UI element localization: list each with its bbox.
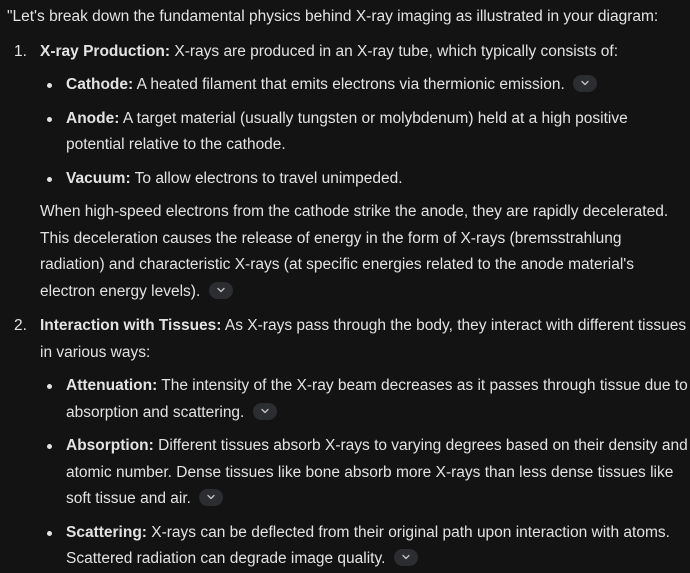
bullet-text: A heated filament that emits electrons via thermionic emission. [133, 76, 565, 93]
list-number: 2. [14, 317, 27, 334]
bullet-dot [47, 384, 52, 389]
numbered-list [7, 39, 690, 573]
bullet-title: Anode: [66, 109, 120, 127]
bullet-attenuation [40, 373, 690, 426]
bullet-text: Different tissues absorb X-rays to varying degrees based on their density and atomic number. Dense tissues like bone absorb more X-rays than less dense tissues like soft tissue and air. [66, 437, 688, 507]
bullet-scattering [40, 520, 690, 573]
bullet-text: A target material (usually tungsten or molybdenum) held at a high positive potential relative to the cathode. [66, 109, 628, 153]
bullet-dot [47, 177, 52, 182]
bullet-text: X-rays can be deflected from their original path upon interaction with atoms. Scattered radiation can degrade image quality. [66, 523, 670, 567]
bullet-cathode [40, 72, 690, 99]
source-chip[interactable] [209, 282, 233, 299]
bullet-title: Scattering: [66, 523, 147, 541]
list-item-xray-production [7, 39, 690, 306]
item-text: X-rays are produced in an X-ray tube, which typically consists of: [170, 42, 619, 60]
chevron-down-icon [261, 408, 269, 414]
source-chip[interactable] [394, 549, 418, 566]
bullet-title: Cathode: [66, 76, 134, 93]
explanation-paragraph [40, 199, 690, 305]
bullet-vacuum [40, 166, 690, 193]
bullet-title: Vacuum: [66, 169, 131, 187]
chevron-down-icon [402, 554, 410, 560]
bullet-dot [47, 117, 52, 122]
bullet-dot [47, 531, 52, 536]
item-text: As X-rays pass through the body, they interact with different tissues in various ways: [40, 317, 687, 361]
list-item-interaction-with-tissues [7, 313, 690, 573]
bullet-dot [47, 444, 52, 449]
bullet-text: The intensity of the X-ray beam decreases as it passes through tissue due to absorption and scattering. [66, 377, 688, 421]
bullet-list [40, 373, 690, 573]
chevron-down-icon [207, 494, 215, 500]
bullet-absorption [40, 433, 690, 513]
paragraph-text: When high-speed electrons from the cathode strike the anode, they are rapidly decelerated. This deceleration causes the release of energy in the form of X-rays (bremsstrahlung radiation) and characteristic X-rays (at specific energies related to the anode material's electron energy levels). [40, 203, 669, 300]
bullet-anode [40, 106, 690, 159]
bullet-text: To allow electrons to travel unimpeded. [130, 169, 403, 187]
list-number: 1. [14, 42, 27, 60]
chevron-down-icon [581, 80, 589, 86]
intro-text: "Let's break down the fundamental physics behind X-ray imaging as illustrated in your diagram: [7, 8, 659, 25]
source-chip[interactable] [573, 75, 597, 92]
source-chip[interactable] [199, 489, 223, 506]
bullet-list [40, 72, 690, 192]
bullet-title: Absorption: [66, 437, 154, 454]
bullet-title: Attenuation: [66, 377, 158, 394]
item-title: X-ray Production: [40, 42, 171, 60]
bullet-dot [47, 83, 52, 88]
chevron-down-icon [217, 287, 225, 293]
item-title: Interaction with Tissues: [40, 317, 222, 334]
source-chip[interactable] [253, 403, 277, 420]
